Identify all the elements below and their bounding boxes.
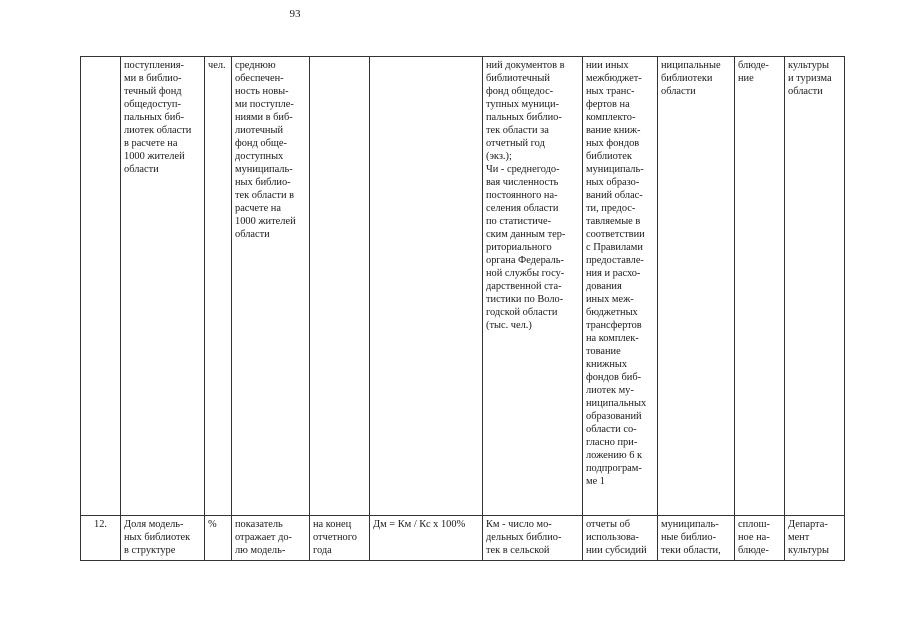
formula-components: ний документов в библиотечный фонд общедос- тупных муници- пальных библио- тек области за отчетный год (экз.); Чи - среднегодо- вая численность постоянного на- селения области по статистиче- ским данным тер- риториального органа Федераль- ной службы госу- дарственной ста- тистики по Воло- годской области (тыс. чел.) <box>483 57 583 516</box>
table-row <box>81 57 845 516</box>
unit-of-measure: % <box>205 516 232 561</box>
collection-method: блюде- ние <box>735 57 785 516</box>
table-row <box>81 516 845 561</box>
indicator-table <box>80 56 845 561</box>
collection-method: сплош- ное на- блюде- <box>735 516 785 561</box>
responsible-body: Департа- мент культуры <box>785 516 845 561</box>
indicator-definition: показатель отражает до- лю модель- <box>232 516 310 561</box>
calculation-formula <box>370 57 483 516</box>
observation-units: ниципальные библиотеки области <box>658 57 735 516</box>
calculation-formula: Дм = Км / Кс х 100% <box>370 516 483 561</box>
unit-of-measure: чел. <box>205 57 232 516</box>
row-number: 12. <box>81 516 121 561</box>
data-source: отчеты об использова- нии субсидий <box>583 516 658 561</box>
formula-components: Км - число мо- дельных библио- тек в сельской <box>483 516 583 561</box>
time-characteristic <box>310 57 370 516</box>
indicator-definition: среднюю обеспечен- ность новы- ми поступле- ниями в биб- лиотечный фонд обще- доступных муниципаль- ных библио- тек области в расчете на 1000 жителей области <box>232 57 310 516</box>
indicator-name: Доля модель- ных библиотек в структуре <box>121 516 205 561</box>
page-number: 93 <box>289 8 301 20</box>
indicator-name: поступления- ми в библио- течный фонд общедоступ- пальных биб- лиотек области в расчете на 1000 жителей области <box>121 57 205 516</box>
row-number <box>81 57 121 516</box>
time-characteristic: на конец отчетного года <box>310 516 370 561</box>
observation-units: муниципаль- ные библио- теки области, <box>658 516 735 561</box>
data-source: нии иных межбюджет- ных транс- фертов на комплекто- вание книж- ных фондов библиотек муниципаль- ных образо- ваний облас- ти, предос- тавляемые в соответствии с Правилами предоставле- ния и расхо- дования иных меж- бюджетных трансфертов на комплек- тование книжных фондов биб- лиотек му- ниципальных образований области со- гласно при- ложению 6 к подпрограм- ме 1 <box>583 57 658 516</box>
responsible-body: культуры и туризма области <box>785 57 845 516</box>
